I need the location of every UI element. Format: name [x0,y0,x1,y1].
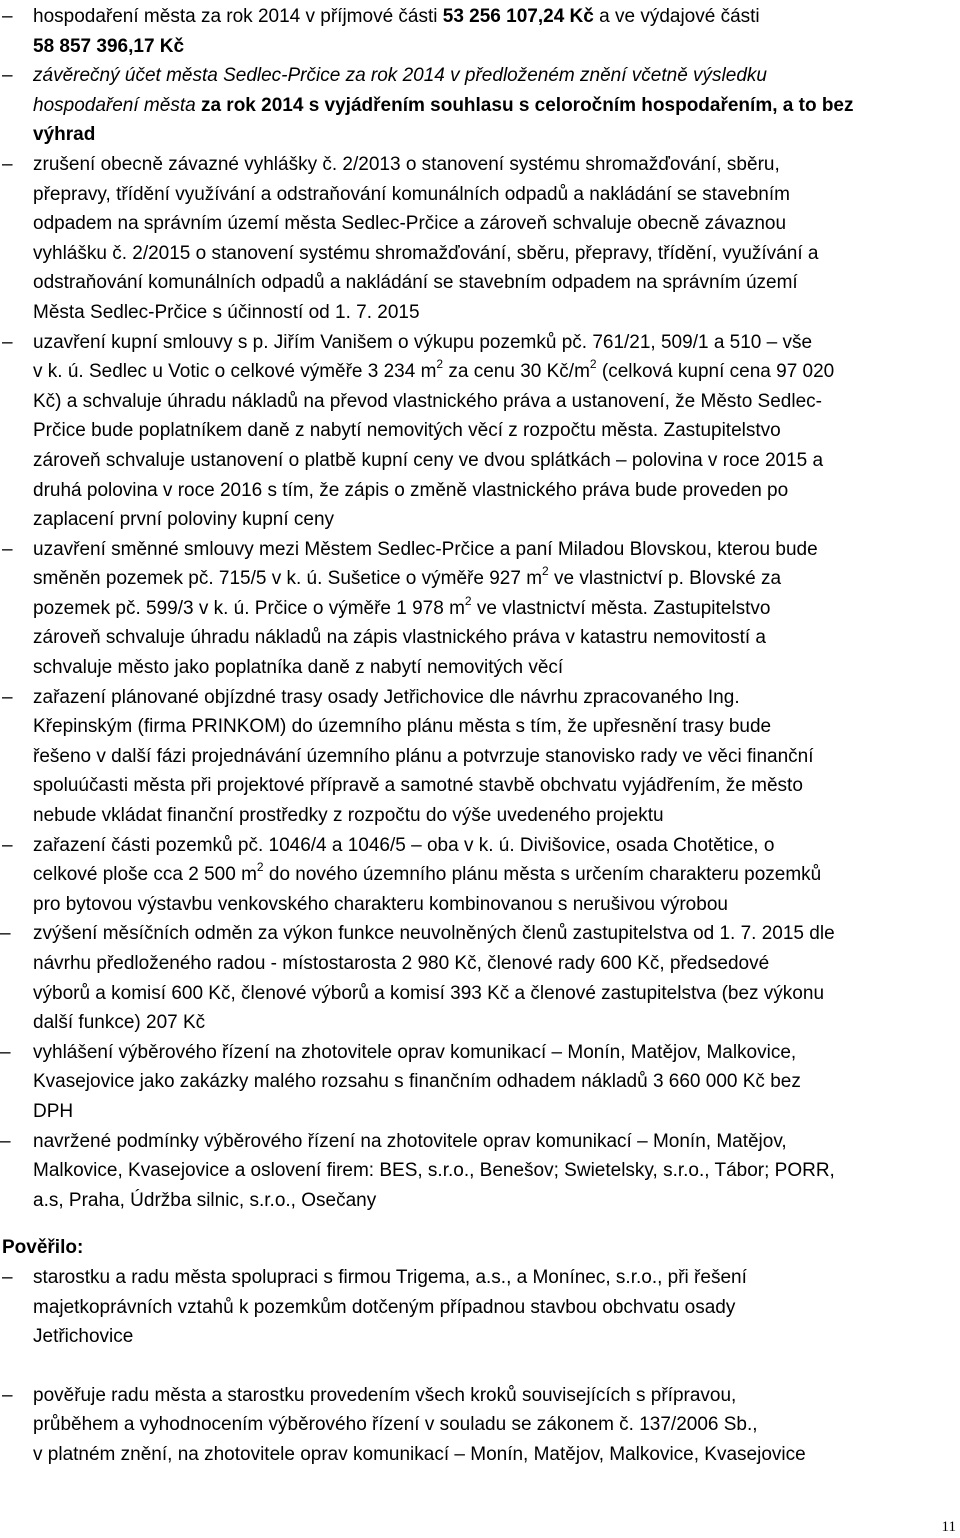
dash-bullet: – [2,834,13,856]
dash-bullet: – [2,65,13,87]
text-line: nebude vkládat finanční prostředky z rozpočtu do výše uvedeného projektu [33,805,664,827]
text-line: Města Sedlec-Prčice s účinností od 1. 7. 2015 [33,301,420,323]
text-run: 58 857 396,17 Kč [33,35,185,57]
dash-bullet: – [2,6,13,27]
text-run: 2 [589,356,597,371]
resolution-item [0,683,958,831]
delegation-list [0,1263,958,1470]
text-line: starostku a radu města spolupraci s firmou Trigema, a.s., a Monínec, s.r.o., při řešení [33,1266,747,1288]
text-line: zároveň schvaluje ustanovení o platbě kupní ceny ve dvou splátkách – polovina v roce 2015 a [33,449,824,471]
text-line: pověřuje radu města a starostku provedením všech kroků souvisejících s přípravou, [33,1384,737,1406]
text-line: průběhem a vyhodnocením výběrového řízení v souladu se zákonem č. 137/2006 Sb., [33,1414,758,1436]
text-line: uzavření kupní smlouvy s p. Jiřím Vanišem o výkupu pozemků pč. 761/21, 509/1 a 510 – vše [33,331,813,353]
resolution-item [0,831,958,920]
resolution-item [0,1038,958,1127]
text-line: majetkoprávních vztahů k pozemkům dotčeným případnou stavbou obchvatu osady [33,1296,736,1318]
text-run: závěrečný účet města Sedlec-Prčice za rok 2014 v předloženém znění včetně výsledku [33,65,767,87]
dash-bullet: – [2,686,13,708]
text-line: pro bytovou výstavbu venkovského charakteru kombinovanou s nerušivou výrobou [33,893,728,915]
text-line: řešeno v další fázi projednávání územního plánu a potvrzuje stanovisko rady ve věci finanční [33,745,814,767]
text-line: schvaluje město jako poplatníka daně z nabytí nemovitých věcí [33,657,564,679]
text-line: zároveň schvaluje úhradu nákladů na zápis vlastnického práva v katastru nemovitostí a [33,627,766,649]
blank-line [0,1352,958,1381]
dash-bullet: – [0,1130,11,1152]
text-line: Kvasejovice jako zakázky malého rozsahu s finančním odhadem nákladů 3 660 000 Kč bez [33,1071,801,1093]
resolution-item [0,2,958,61]
text-line: směněn pozemek pč. 715/5 v k. ú. Sušetice o výměře 927 $m^2$ ve vlastnictví p. Blovské za [33,563,782,590]
text-line: druhá polovina v roce 2016 s tím, že zápis o změně vlastnického práva bude proveden po [33,479,789,501]
text-line: přepravy, třídění využívání a odstraňování komunálních odpadů a nakládání se stavebním [33,183,790,205]
text-line: vyhlášku č. 2/2015 o stanovení systému shromažďování, sběru, přepravy, třídění, využívání a [33,242,819,264]
text-run: za rok 2014 s vyjádřením souhlasu s celoročním hospodařením, a to bez [200,94,854,116]
text-run: hospodaření města [33,94,201,116]
text-line: uzavření směnné smlouvy mezi Městem Sedlec-Prčice a paní Miladou Blovskou, kterou bude [33,538,818,560]
text-line: další funkce) 207 Kč [33,1012,206,1034]
text-run: výhrad [33,124,96,146]
dash-bullet: – [0,1041,11,1063]
section-heading-poverilo: Pověřilo: [2,1237,84,1259]
text-line: a.s, Praha, Údržba silnic, s.r.o., Osečany [33,1189,377,1211]
dash-bullet: – [2,1384,13,1406]
page-number: 11 [941,1519,956,1535]
text-line: návrhu předloženého radou - místostarosta 2 980 Kč, členové rady 600 Kč, předsedové [33,953,770,974]
text-run: 2 [464,593,472,608]
text-line: Kč) a schvaluje úhradu nákladů na převod vlastnického práva a ustanovení, že Město Sedlec- [33,390,822,412]
text-line: Křepinským (firma PRINKOM) do územního plánu města s tím, že upřesnění trasy bude [33,716,772,738]
delegation-item [0,1263,958,1352]
text-line: spoluúčasti města při projektové přípravě a samotné stavbě obchvatu vyjádřením, že město [33,775,803,797]
text-line [33,32,958,62]
text-line: zvýšení měsíčních odměn za výkon funkce neuvolněných členů zastupitelstva od 1. 7. 2015 dle [33,923,835,945]
text-line: pozemek pč. 599/3 v k. ú. Prčice o výměře 1 978 $m^2$ ve vlastnictví města. Zastupitelstvo [33,593,771,619]
delegation-item [0,1381,958,1470]
text-line: zaplacení první poloviny kupní ceny [33,509,335,531]
resolution-item [0,150,958,328]
text-line: odstraňování komunálních odpadů a nakládání se stavebním odpadem na správním území [33,272,798,294]
dash-bullet: – [0,923,11,945]
text-line: v k. ú. Sedlec u Votic o celkové výměře 3 234 $m^2$ za cenu 30 $Kč/m^2$ (celková kupní cena 97 020 [33,356,835,383]
text-line: hospodaření města za rok 2014 v příjmové části 53 256 107,24 Kč a ve výdajové části [33,6,760,27]
text-run: 53 256 107,24 Kč [442,6,594,27]
resolution-list [0,2,958,1215]
resolution-item [0,919,958,1037]
text-line: v platném znění, na zhotovitele oprav komunikací – Monín, Matějov, Malkovice, Kvasejovice [33,1443,806,1465]
text-run: 2 [542,563,549,578]
text-line [33,120,958,150]
text-line: navržené podmínky výběrového řízení na zhotovitele oprav komunikací – Monín, Matějov, [33,1130,787,1152]
resolution-item [0,535,958,683]
text-line: zařazení plánované objízdné trasy osady Jetřichovice dle návrhu zpracovaného Ing. [33,686,740,708]
text-line: Malkovice, Kvasejovice a oslovení firem: BES, s.r.o., Benešov; Swietelsky, s.r.o., Tábor; PORR, [33,1160,835,1182]
text-run: 2 [436,356,444,371]
text-line [33,91,958,121]
document-content [0,2,958,1470]
text-line: Jetřichovice [33,1326,134,1348]
text-line: zařazení části pozemků pč. 1046/4 a 1046/5 – oba v k. ú. Divišovice, osada Chotětice, o [33,834,775,856]
text-line: zrušení obecně závazné vyhlášky č. 2/2013 o stanovení systému shromažďování, sběru, [33,153,780,175]
resolution-item [0,328,958,535]
text-line: výborů a komisí 600 Kč, členové výborů a komisí 393 Kč a členové zastupitelstva (bez výkonu [33,982,825,1004]
resolution-item [0,1127,958,1216]
text-line: Prčice bude poplatníkem daně z nabytí nemovitých věcí z rozpočtu města. Zastupitelstvo [33,420,781,442]
text-line: vyhlášení výběrového řízení na zhotovitele oprav komunikací – Monín, Matějov, Malkovice, [33,1041,797,1063]
dash-bullet: – [2,331,13,353]
dash-bullet: – [2,153,13,175]
text-line: DPH [33,1100,74,1122]
text-line: odpadem na správním území města Sedlec-Prčice a zároveň schvaluje obecně závaznou [33,213,787,235]
text-line: celkové ploše cca 2 500 $m^2$ do nového územního plánu města s určením charakteru pozemků [33,859,822,886]
text-line [33,61,958,91]
resolution-item [0,61,958,150]
dash-bullet: – [2,1266,13,1288]
text-run: 2 [256,859,264,874]
dash-bullet: – [2,538,13,560]
